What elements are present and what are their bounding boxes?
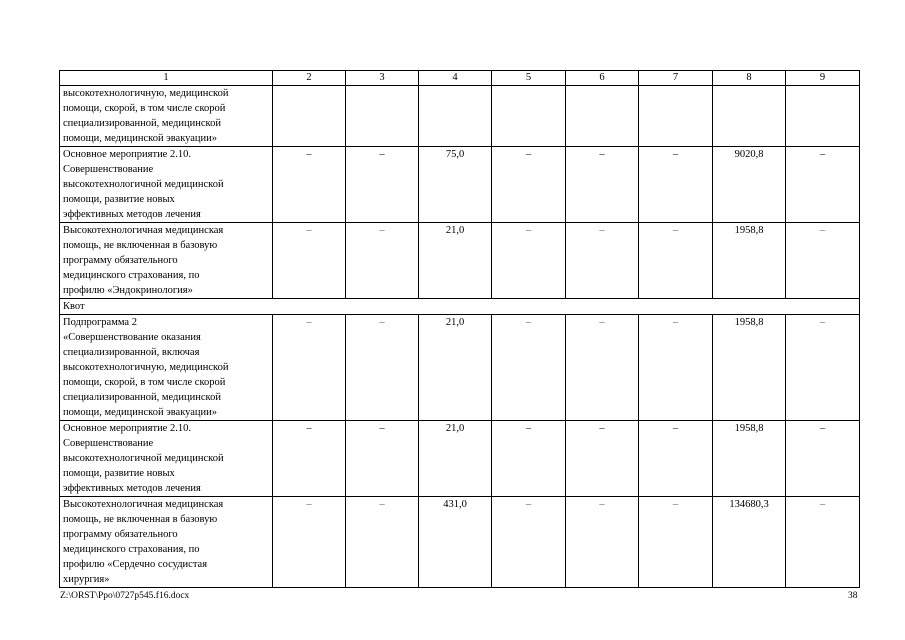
cell-col-4: 75,0 (419, 147, 492, 223)
description-line: помощи, скорой, в том числе скорой (63, 103, 226, 114)
table-row (60, 86, 860, 147)
data-table (59, 70, 860, 588)
column-header-7: 7 (639, 71, 713, 86)
column-header-5: 5 (492, 71, 566, 86)
table-header-row (60, 71, 860, 86)
cell-col-7: – (639, 497, 713, 588)
cell-col-8: 9020,8 (713, 147, 786, 223)
description-line: специализированной, медицинской (63, 392, 221, 403)
cell-col-2: – (273, 147, 346, 223)
cell-col-8: 134680,3 (713, 497, 786, 588)
row-description (60, 86, 273, 147)
cell-col-2 (273, 86, 346, 147)
cell-col-6: – (566, 497, 639, 588)
table-row (60, 223, 860, 299)
description-line: помощь, не включенная в базовую (63, 514, 218, 525)
cell-col-9: – (786, 315, 860, 421)
description-line: Высокотехнологичная медицинская (63, 225, 224, 236)
table-row (60, 147, 860, 223)
cell-col-9: – (786, 497, 860, 588)
cell-col-4: 21,0 (419, 315, 492, 421)
cell-col-6: – (566, 147, 639, 223)
cell-col-7 (639, 86, 713, 147)
description-line: помощь, не включенная в базовую (63, 240, 218, 251)
cell-col-4 (419, 86, 492, 147)
row-description (60, 315, 273, 421)
cell-col-5: – (492, 497, 566, 588)
description-line: эффективных методов лечения (63, 209, 201, 220)
cell-col-5: – (492, 223, 566, 299)
description-line: помощи, развитие новых (63, 468, 175, 479)
cell-col-9: – (786, 421, 860, 497)
cell-col-4: 21,0 (419, 223, 492, 299)
cell-col-2: – (273, 315, 346, 421)
description-line: помощи, медицинской эвакуации» (63, 407, 218, 418)
description-line: «Совершенствование оказания (63, 332, 201, 343)
description-line: Высокотехнологичная медицинская (63, 499, 224, 510)
cell-col-8: 1958,8 (713, 223, 786, 299)
cell-col-7: – (639, 223, 713, 299)
cell-col-6 (566, 86, 639, 147)
description-line: помощи, медицинской эвакуации» (63, 133, 218, 144)
cell-col-6: – (566, 315, 639, 421)
column-header-6: 6 (566, 71, 639, 86)
description-line: профилю «Сердечно сосудистая (63, 559, 208, 570)
description-line: медицинского страхования, по (63, 544, 200, 555)
description-line: специализированной, включая (63, 347, 200, 358)
description-line: хирургия» (63, 574, 110, 585)
description-line: профилю «Эндокринология» (63, 285, 193, 296)
column-header-2: 2 (273, 71, 346, 86)
column-header-9: 9 (786, 71, 860, 86)
description-line: программу обязательного (63, 255, 178, 266)
cell-col-4: 431,0 (419, 497, 492, 588)
cell-col-7: – (639, 147, 713, 223)
footer-page-number: 38 (848, 591, 858, 601)
description-line: Основное мероприятие 2.10. (63, 423, 191, 434)
description-line: высокотехнологичную, медицинской (63, 88, 229, 99)
cell-col-5 (492, 86, 566, 147)
description-line: Совершенствование (63, 164, 154, 175)
description-line: Подпрограмма 2 (63, 317, 137, 328)
cell-col-3: – (346, 223, 419, 299)
column-header-8: 8 (713, 71, 786, 86)
cell-col-5: – (492, 421, 566, 497)
cell-col-5: – (492, 315, 566, 421)
row-description (60, 147, 273, 223)
description-line: специализированной, медицинской (63, 118, 221, 129)
description-line: помощи, скорой, в том числе скорой (63, 377, 226, 388)
cell-col-9: – (786, 223, 860, 299)
cell-col-5: – (492, 147, 566, 223)
cell-col-3: – (346, 421, 419, 497)
footer-file-path: Z:\ORST\Ppo\0727p545.f16.docx (60, 591, 190, 601)
row-description (60, 223, 273, 299)
cell-col-7: – (639, 315, 713, 421)
description-line: высокотехнологичную, медицинской (63, 362, 229, 373)
cell-col-2: – (273, 223, 346, 299)
column-header-4: 4 (419, 71, 492, 86)
cell-col-3: – (346, 315, 419, 421)
section-label: Квот (60, 299, 860, 315)
cell-col-2: – (273, 497, 346, 588)
cell-col-8: 1958,8 (713, 421, 786, 497)
description-line: высокотехнологичной медицинской (63, 453, 224, 464)
description-line: помощи, развитие новых (63, 194, 175, 205)
cell-col-3: – (346, 147, 419, 223)
cell-col-7: – (639, 421, 713, 497)
cell-col-6: – (566, 421, 639, 497)
table-row (60, 315, 860, 421)
cell-col-9 (786, 86, 860, 147)
cell-col-6: – (566, 223, 639, 299)
description-line: эффективных методов лечения (63, 483, 201, 494)
cell-col-3 (346, 86, 419, 147)
description-line: медицинского страхования, по (63, 270, 200, 281)
row-description (60, 421, 273, 497)
cell-col-3: – (346, 497, 419, 588)
column-header-1: 1 (60, 71, 273, 86)
description-line: Основное мероприятие 2.10. (63, 149, 191, 160)
description-line: высокотехнологичной медицинской (63, 179, 224, 190)
cell-col-9: – (786, 147, 860, 223)
cell-col-2: – (273, 421, 346, 497)
section-row (60, 299, 860, 315)
description-line: Совершенствование (63, 438, 154, 449)
column-header-3: 3 (346, 71, 419, 86)
cell-col-4: 21,0 (419, 421, 492, 497)
table-row (60, 497, 860, 588)
row-description (60, 497, 273, 588)
cell-col-8 (713, 86, 786, 147)
description-line: программу обязательного (63, 529, 178, 540)
cell-col-8: 1958,8 (713, 315, 786, 421)
table-row (60, 421, 860, 497)
